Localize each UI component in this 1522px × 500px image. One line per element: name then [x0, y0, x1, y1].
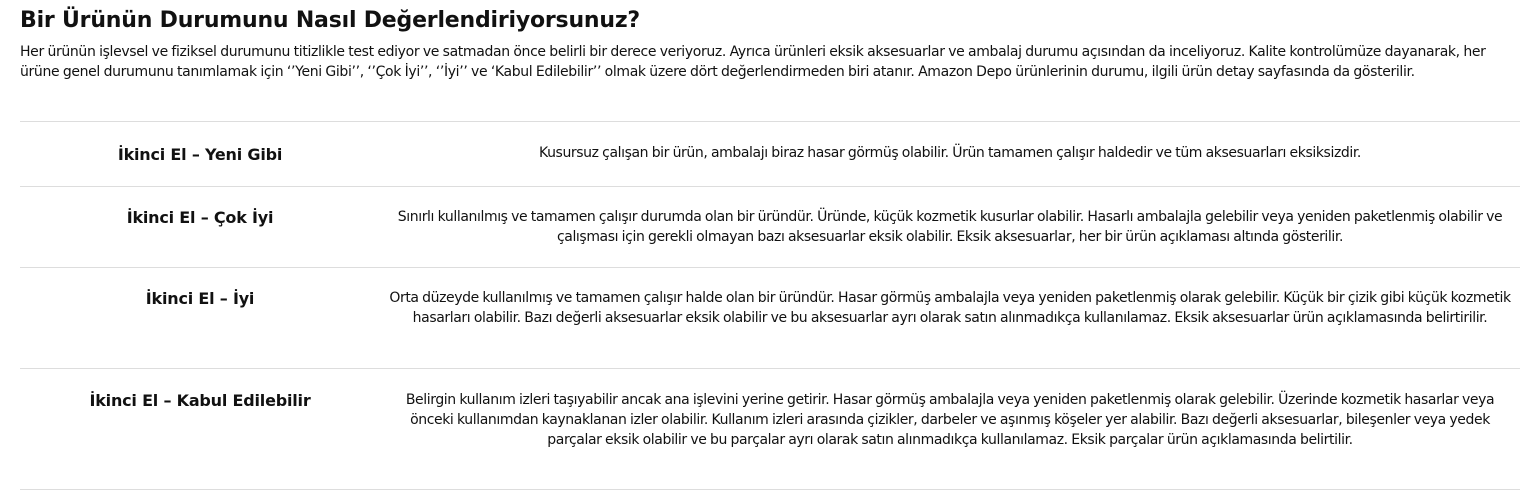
condition-table — [20, 121, 1520, 490]
intro-paragraph: Her ürünün işlevsel ve fiziksel durumunu titizlikle test ediyor ve satmadan önce belirli bir derece veriyoruz. Ayrıca ürünleri eksik aksesuarlar ve ambalaj durumu açısından da inceliyoruz. Kalite kontrolümüze dayanarak, her ürüne genel durumunu tanımlamak için ‘’Yeni Gibi’’, ‘’Çok İyi’’, ‘’İyi’’ ve ‘Kabul Edilebilir’’ olmak üzere dört değerlendirmeden biri atanır. Amazon Depo ürünlerinin durumu, ilgili ürün detay sayfasında da gösterilir. — [20, 44, 1486, 80]
page-title: Bir Ürünün Durumunu Nasıl Değerlendiriyorsunuz? — [20, 8, 640, 33]
condition-description: Belirgin kullanım izleri taşıyabilir ancak ana işlevini yerine getirir. Hasar görmüş ambalajla veya yeniden paketlenmiş olarak gelebilir. Üzerinde kozmetik hasarlar veya önceki kullanımdan kaynaklanan izler olabilir. Kullanım izleri arasında çizikler, darbeler ve aşınmış köşeler yer alabilir. Bazı değerli aksesuarlar, bileşenler veya yedek parçalar eksik olabilir ve bu parçalar ayrı olarak satın alınmadıkça kullanılamaz. Eksik parçalar ürün açıklamasında belirtilir. — [405, 392, 1495, 448]
condition-name: İkinci El – Çok İyi — [126, 208, 274, 227]
condition-row-like-new — [20, 122, 1520, 187]
condition-row-good — [20, 268, 1520, 369]
condition-description: Kusursuz çalışan bir ürün, ambalajı biraz hasar görmüş olabilir. Ürün tamamen çalışır haldedir ve tüm aksesuarları eksiksizdir. — [539, 145, 1361, 161]
condition-description: Sınırlı kullanılmış ve tamamen çalışır durumda olan bir üründür. Üründe, küçük kozmetik kusurlar olabilir. Hasarlı ambalajla gelebilir veya yeniden paketlenmiş olabilir ve çalışması için gerekli olmayan bazı aksesuarlar eksik olabilir. Eksik aksesuarlar, her bir ürün açıklaması altında gösterilir. — [397, 209, 1503, 245]
condition-name: İkinci El – Yeni Gibi — [117, 145, 283, 164]
condition-row-very-good — [20, 187, 1520, 268]
condition-description: Orta düzeyde kullanılmış ve tamamen çalışır halde olan bir üründür. Hasar görmüş ambalajla veya yeniden paketlenmiş olarak gelebilir. Küçük bir çizik gibi küçük kozmetik hasarları olabilir. Bazı değerli aksesuarlar eksik olabilir ve bu aksesuarlar ayrı olarak satın alınmadıkça kullanılamaz. Eksik aksesuarlar ürün açıklamasında belirtirilir. — [389, 290, 1511, 326]
condition-name: İkinci El – Kabul Edilebilir — [89, 391, 311, 410]
condition-name: İkinci El – İyi — [145, 289, 255, 308]
condition-row-acceptable — [20, 369, 1520, 490]
